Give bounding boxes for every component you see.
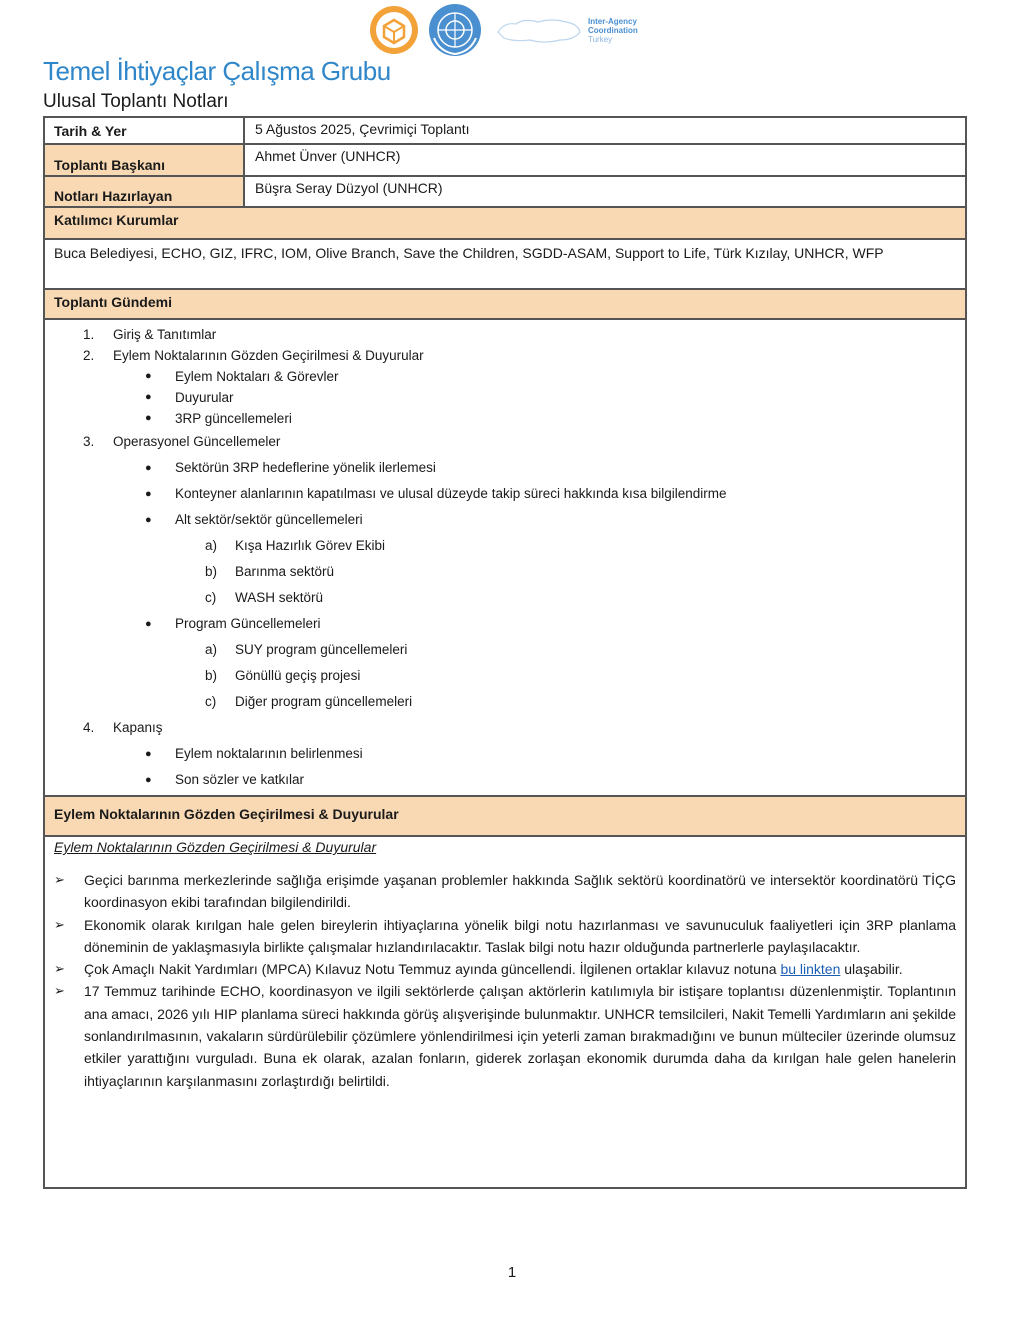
agenda-item-text: Kapanış — [113, 720, 163, 735]
notes-value: Büşra Seray Düzyol (UNHCR) — [255, 180, 443, 196]
list-item — [45, 345, 965, 366]
agenda-subitem-text: Eylem noktalarının belirlenmesi — [175, 746, 363, 761]
document-subtitle: Ulusal Toplantı Notları — [43, 91, 229, 112]
agenda-subitem-text: Sektörün 3RP hedeflerine yönelik ilerlemesi — [175, 460, 436, 475]
list-item — [45, 715, 965, 741]
agenda-item-text: Giriş & Tanıtımlar — [113, 327, 217, 342]
bullet-icon: ● — [145, 370, 152, 382]
paragraph-text: ulaşabilir. — [840, 961, 903, 978]
agenda-subsubitem-text: SUY program güncellemeleri — [235, 642, 408, 657]
item-number: 3. — [83, 434, 95, 449]
list-item — [45, 611, 965, 637]
review-bullets — [45, 855, 965, 1092]
item-number: 4. — [83, 720, 95, 735]
date-label: Tarih & Yer — [45, 118, 245, 143]
item-letter: b) — [205, 564, 218, 579]
arrow-bullet-icon: ➢ — [54, 872, 65, 887]
guidance-note-link[interactable]: bu linkten — [780, 961, 841, 978]
list-item — [54, 869, 956, 914]
meeting-notes-table — [43, 116, 967, 1189]
paragraph-text: Çok Amaçlı Nakit Yardımları (MPCA) Kılavuz Notu Temmuz ayında güncellendi. İlgilenen ortaklar kılavuz notuna — [84, 961, 781, 978]
bullet-icon: ● — [145, 391, 152, 403]
list-item — [45, 429, 965, 455]
iac-line-1: Inter-Agency — [588, 16, 637, 26]
list-item — [45, 741, 965, 767]
notes-row — [45, 177, 965, 208]
list-item — [54, 958, 956, 980]
bullet-icon: ● — [145, 488, 152, 500]
agenda-item-text: Operasyonel Güncellemeler — [113, 434, 281, 449]
agenda-item-text: Eylem Noktalarının Gözden Geçirilmesi & Duyurular — [113, 348, 424, 363]
list-item — [45, 507, 965, 533]
agenda-subitem-text: Konteyner alanlarının kapatılması ve ulusal düzeyde takip süreci hakkında kısa bilgilendirme — [175, 486, 727, 501]
inter-agency-coordination-logo — [494, 10, 638, 50]
list-item — [45, 559, 965, 585]
list-item — [54, 914, 956, 959]
list-item — [45, 689, 965, 715]
item-letter: a) — [205, 642, 218, 657]
agenda-subsubitem-text: Gönüllü geçiş projesi — [235, 668, 361, 683]
date-value: 5 Ağustos 2025, Çevrimiçi Toplantı — [255, 121, 470, 137]
agenda-list — [45, 320, 965, 797]
list-item — [45, 663, 965, 689]
item-letter: b) — [205, 668, 218, 683]
arrow-bullet-icon: ➢ — [54, 983, 65, 999]
participants-heading: Katılımcı Kurumlar — [45, 208, 965, 240]
agenda-subsubitem-text: Kışa Hazırlık Görev Ekibi — [235, 538, 386, 553]
list-item — [45, 481, 965, 507]
list-item — [45, 324, 965, 345]
list-item — [45, 533, 965, 559]
list-item — [45, 408, 965, 429]
paragraph-text: 17 Temmuz tarihinde ECHO, koordinasyon ve ilgili sektörlerde çalışan aktörlerin katılımıyla bir istişare toplantısı düzenlenmiştir. Toplantının ana amacı, 2026 yılı HIP planlama süreci hakkında görüş alışverişinde bulunmaktır. UNHCR temsilcileri, Nakit Temelli Yardımların ani şekilde sonlandırılmasının, vakaların sürdürülebilir çözümlere yönlendirilmesi için yeterli zaman bırakmadığını ve bunun mülteciler üzerinde olumsuz etkiler yarattığını vurguladı. Buna ek olarak, azalan fonların, giderek zorlaşan ekonomik durumda daha da kırılgan hale gelen hanelerin ihtiyaçlarının karşılanmasını zorlaştırdığı belirtildi. — [84, 983, 957, 1089]
bullet-icon: ● — [145, 412, 152, 424]
item-letter: c) — [205, 590, 217, 605]
paragraph-text: Ekonomik olarak kırılgan hale gelen bireylerin ihtiyaçlarına yönelik bilgi notu hazırlanması ve savunuculuk faaliyetleri için 3RP planlama döneminin de yaklaşmasıyla birlikte çalışmalar hızlandırılacaktır. Taslak bilgi notu hazır olduğunda partnerlerle paylaşılacaktır. — [84, 916, 956, 955]
agenda-subsubitem-text: WASH sektörü — [235, 590, 324, 605]
list-item — [45, 387, 965, 408]
bullet-icon: ● — [145, 748, 152, 760]
bullet-icon: ● — [145, 618, 152, 630]
bullet-icon: ● — [145, 774, 152, 786]
date-row — [45, 118, 965, 145]
list-item — [45, 455, 965, 481]
bullet-icon: ● — [145, 514, 152, 526]
participants-list: Buca Belediyesi, ECHO, GIZ, IFRC, IOM, Olive Branch, Save the Children, SGDD-ASAM, Support to Life, Türk Kızılay, UNHCR, WFP — [45, 240, 965, 290]
agenda-subitem-text: Son sözler ve katkılar — [175, 772, 305, 787]
agenda-subitem-text: 3RP güncellemeleri — [175, 411, 292, 426]
agenda-subitem-text: Alt sektör/sektör güncellemeleri — [175, 512, 363, 527]
agenda-subitem-text: Program Güncellemeleri — [175, 616, 321, 631]
notes-label: Notları Hazırlayan — [45, 177, 245, 206]
bullet-icon: ● — [145, 462, 152, 474]
agenda-heading: Toplantı Gündemi — [45, 290, 965, 320]
agenda-subsubitem-text: Barınma sektörü — [235, 564, 335, 579]
item-letter: a) — [205, 538, 218, 553]
page-number: 1 — [507, 1264, 517, 1281]
list-item — [54, 980, 956, 1091]
chair-label: Toplantı Başkanı — [45, 145, 245, 175]
list-item — [45, 637, 965, 663]
list-item — [45, 767, 965, 793]
list-item — [45, 585, 965, 611]
arrow-bullet-icon: ➢ — [54, 961, 65, 977]
header-logos — [368, 2, 638, 58]
item-number: 2. — [83, 348, 95, 363]
chair-row — [45, 145, 965, 177]
review-heading: Eylem Noktalarının Gözden Geçirilmesi & Duyurular — [45, 797, 965, 837]
agenda-subitem-text: Eylem Noktaları & Görevler — [175, 369, 339, 384]
chair-value: Ahmet Ünver (UNHCR) — [255, 148, 401, 164]
turkey-map-icon — [494, 10, 584, 50]
agenda-subsubitem-text: Diğer program güncellemeleri — [235, 694, 413, 709]
item-number: 1. — [83, 327, 95, 342]
un-emblem-icon — [426, 2, 484, 58]
item-letter: c) — [205, 694, 217, 709]
review-subheading: Eylem Noktalarının Gözden Geçirilmesi & Duyurular — [54, 839, 377, 855]
document-title: Temel İhtiyaçlar Çalışma Grubu — [43, 56, 391, 86]
list-item — [45, 366, 965, 387]
inter-agency-emblem-icon — [368, 4, 420, 56]
iac-line-3: Turkey — [588, 34, 613, 44]
agenda-subitem-text: Duyurular — [175, 390, 234, 405]
arrow-bullet-icon: ➢ — [54, 916, 65, 932]
iac-line-2: Coordination — [588, 25, 638, 35]
paragraph-text: Geçici barınma merkezlerinde sağlığa erişimde yaşanan problemler hakkında Sağlık sektörü koordinatörü ve intersektör koordinatörü TİÇG koordinasyon ekibi tarafından bilgilendirildi. — [84, 872, 956, 911]
